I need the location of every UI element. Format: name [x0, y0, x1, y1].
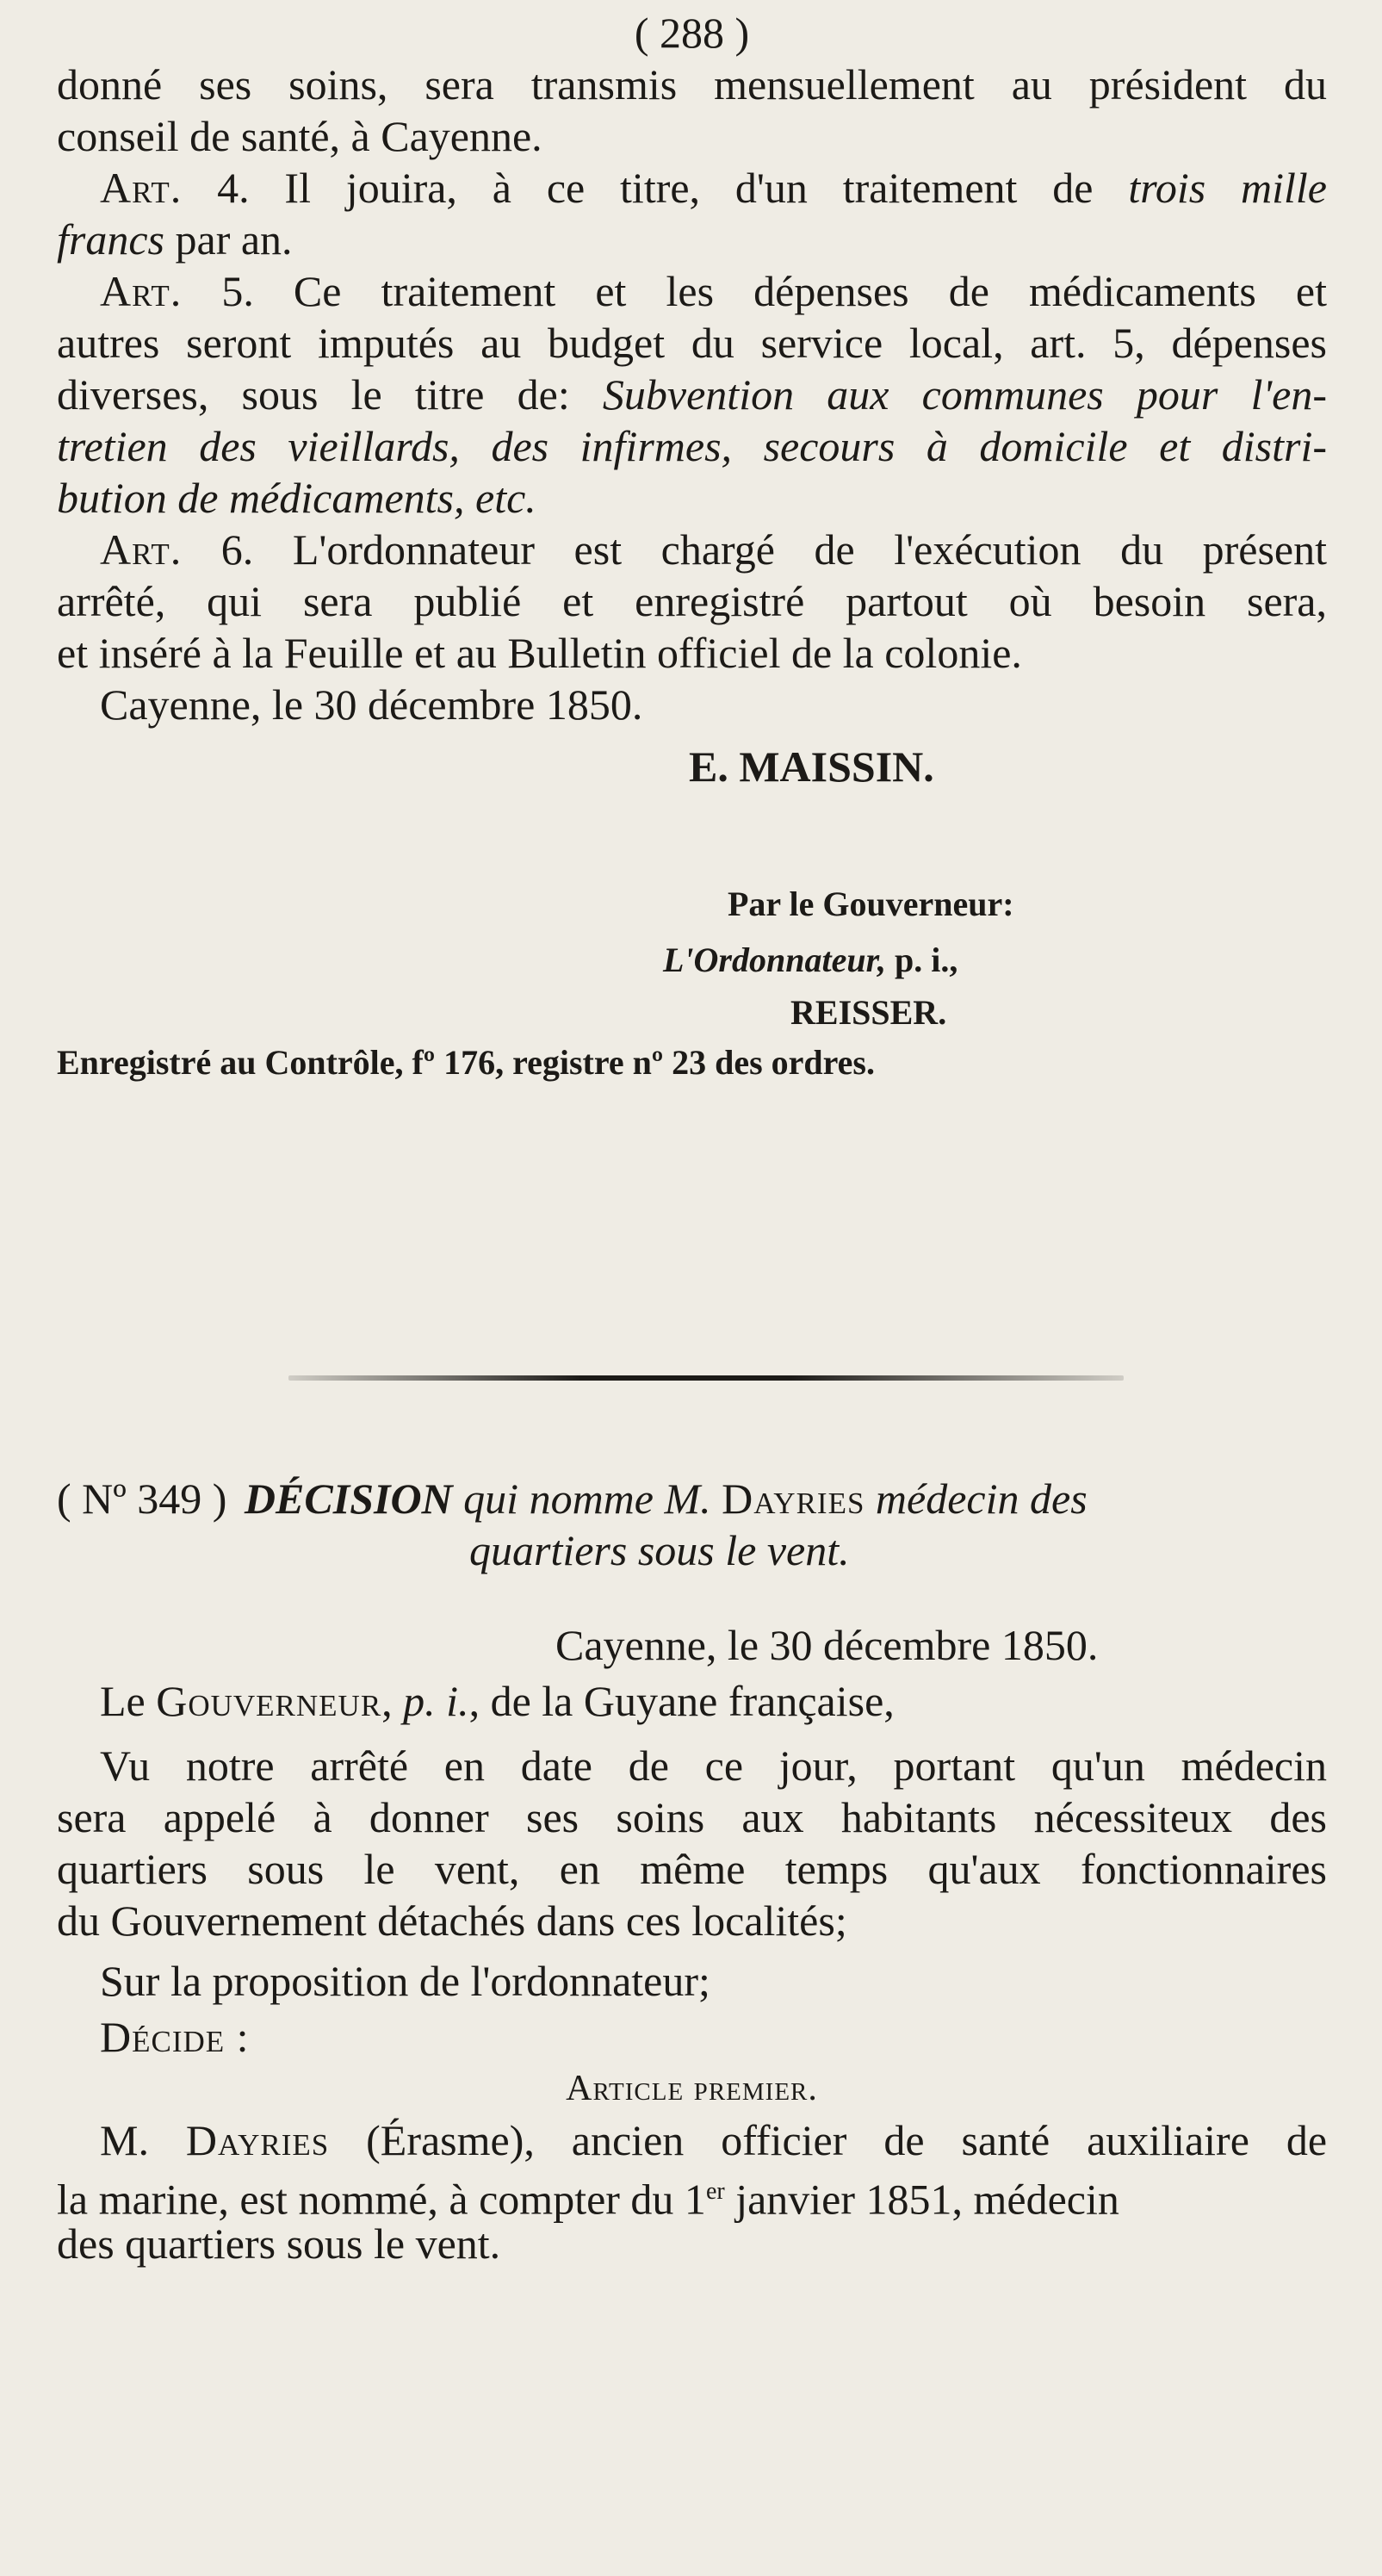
decision-title-italic: qui nomme M. [463, 1474, 711, 1523]
decision-title-end: médecin des [875, 1474, 1088, 1523]
horizontal-rule [288, 1375, 1124, 1381]
superscript: er [705, 2178, 725, 2205]
article-5-line-1 [100, 265, 1327, 317]
article-4-line-1 [100, 162, 1327, 214]
decision-name: Dayries [722, 1474, 865, 1523]
decision-number: ( Nº 349 ) [57, 1474, 227, 1523]
article-6-line-3: et inséré à la Feuille et au Bulletin officiel de la colonie. [57, 629, 1022, 677]
article-6-line-1 [100, 524, 1327, 575]
decision-date: Cayenne, le 30 décembre 1850. [555, 1621, 1099, 1669]
article-text: Ce traitement et les dépenses de médicaments et [293, 267, 1327, 315]
par-le-gouverneur: Par le Gouverneur: [728, 885, 1014, 923]
sur-proposition: Sur la proposition de l'ordonnateur; [100, 1957, 710, 2005]
final-m: M. [100, 2116, 149, 2164]
article-5-line-4: tretien des vieillards, des infirmes, secours à domicile et distri- [57, 422, 1327, 470]
final-text: la marine, est nommé, à compter du 1 [57, 2175, 706, 2224]
article-italic: francs [57, 215, 164, 264]
article-text: Il jouira, à ce titre, d'un traitement de [284, 164, 1094, 212]
article-italic: Subvention aux communes pour l'en- [602, 370, 1327, 419]
text-line: conseil de santé, à Cayenne. [57, 112, 542, 160]
article-text: par an. [175, 215, 293, 264]
gouverneur-rest: , de la Guyane française, [468, 1677, 895, 1725]
final-name: Dayries [185, 2116, 330, 2164]
article-label: Art. [100, 164, 183, 212]
article-5-line-5: bution de médicaments, etc. [57, 474, 536, 522]
gouverneur-le: Le [100, 1677, 146, 1725]
gouverneur-line: Le Gouverneur, p. i., de la Guyane française, [100, 1677, 895, 1725]
article-label: Art. [100, 267, 183, 315]
signature: E. MAISSIN. [689, 742, 934, 791]
article-number: 6. [220, 525, 254, 574]
reisser-signature: REISSER. [790, 993, 947, 1032]
gouverneur-word: Gouverneur [156, 1677, 382, 1725]
text-line: donné ses soins, sera transmis mensuellement au président du [57, 60, 1327, 109]
article-5-line-3 [57, 369, 1327, 420]
final-line-2 [57, 2166, 1327, 2225]
vu-line-2: sera appelé à donner ses soins aux habitants nécessiteux des [57, 1793, 1327, 1841]
article-text: L'ordonnateur est chargé de l'exécution du présent [292, 525, 1328, 574]
vu-line-3: quartiers sous le vent, en même temps qu'aux fonctionnaires [57, 1845, 1327, 1893]
final-line-1 [100, 2114, 1327, 2166]
decision-title-line-2: quartiers sous le vent. [469, 1526, 850, 1574]
date-line: Cayenne, le 30 décembre 1850. [100, 680, 643, 729]
ordonnateur-pi: p. i., [894, 940, 958, 979]
article-4-line-2 [57, 214, 1327, 265]
decide: Décide : [100, 2013, 250, 2061]
vu-line-4: du Gouvernement détachés dans ces localités; [57, 1896, 847, 1945]
page-number: ( 288 ) [634, 9, 750, 57]
enregistre-line: Enregistré au Contrôle, fº 176, registre nº 23 des ordres. [57, 1043, 875, 1082]
article-number: 5. [221, 267, 254, 315]
article-italic: trois mille [1128, 164, 1327, 212]
article-number: 4. [217, 164, 250, 212]
decision-title: DÉCISION [244, 1474, 453, 1523]
ordonnateur-title: L'Ordonnateur, [663, 940, 886, 979]
vu-line-1: Vu notre arrêté en date de ce jour, portant qu'un médecin [100, 1741, 1327, 1790]
final-text-end: janvier 1851, médecin [735, 2175, 1119, 2224]
ordonnateur-line [663, 934, 957, 986]
gouverneur-pi: p. i. [403, 1677, 469, 1725]
article-6-line-2: arrêté, qui sera publié et enregistré partout où besoin sera, [57, 577, 1327, 625]
decision-title-line-1 [57, 1473, 1327, 1524]
article-text: diverses, sous le titre de: [57, 370, 570, 419]
final-text: (Érasme), ancien officier de santé auxiliaire de [366, 2116, 1328, 2164]
article-5-line-2: autres seront imputés au budget du service local, art. 5, dépenses [57, 319, 1327, 367]
final-line-3: des quartiers sous le vent. [57, 2219, 501, 2268]
article-premier: Article premier. [566, 2069, 818, 2108]
article-label: Art. [100, 525, 183, 574]
